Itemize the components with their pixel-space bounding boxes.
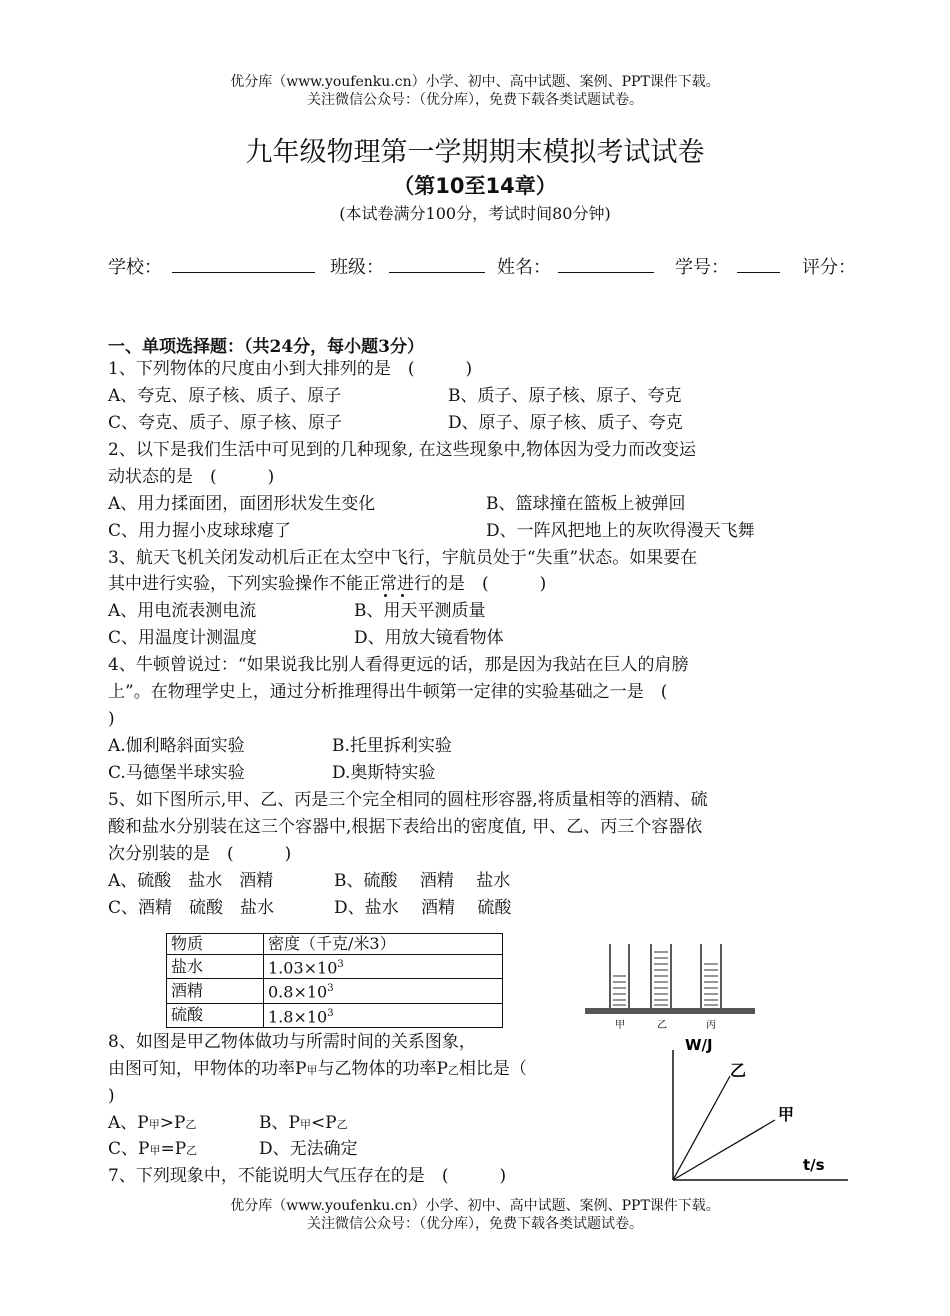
q5-option-a: A、硫酸 盐水 酒精 (108, 871, 274, 891)
q5-option-c: C、酒精 硫酸 盐水 (108, 898, 275, 918)
table-header-density: 密度（千克/米3） (264, 934, 503, 955)
option-text: <P (310, 1113, 337, 1133)
section-heading: 一、单项选择题：（共24分，每小题3分） (108, 337, 424, 357)
subscript-yi: 乙 (185, 1118, 197, 1131)
q3-option-b: B、用天平测质量 (354, 601, 486, 621)
q4-option-c: C.马德堡半球实验 (108, 763, 245, 783)
y-axis-label: W/J (685, 1036, 713, 1054)
q8-stem-line2 (108, 1056, 527, 1084)
density-exponent: 3 (337, 959, 344, 970)
q3-option-a: A、用电流表测电流 (108, 601, 257, 621)
table-surface (585, 1008, 755, 1014)
q4-option-a: A.伽利略斜面实验 (108, 736, 245, 756)
container-label-jia: 甲 (615, 1020, 625, 1030)
subscript-yi: 乙 (447, 1064, 459, 1077)
q4-option-b: B.托里拆利实验 (332, 736, 452, 756)
page-footer-line2: 关注微信公众号：（优分库），免费下载各类试题试卷。 (307, 1216, 643, 1232)
q5-stem-line1: 5、如下图所示,甲、乙、丙是三个完全相同的圆柱形容器,将质量相等的酒精、硫 (108, 790, 708, 810)
subscript-jia: 甲 (299, 1118, 311, 1131)
q1-stem: 1、下列物体的尺度由小到大排列的是 ( ) (108, 359, 473, 379)
score-label: 评分： (802, 257, 856, 278)
density-table (166, 933, 503, 1028)
container-yi (651, 944, 671, 1008)
q2-option-a: A、用力揉面团，面团形状发生变化 (108, 494, 376, 514)
option-text: B、P (259, 1113, 300, 1133)
q8-option-a (108, 1110, 196, 1138)
name-label: 姓名： (497, 257, 551, 278)
q1-option-d: D、原子、原子核、质子、夸克 (448, 413, 683, 433)
line-jia-label: 甲 (778, 1105, 795, 1124)
q2-option-b: B、篮球撞在篮板上被弹回 (486, 494, 686, 514)
name-field[interactable] (558, 252, 654, 273)
q3-stem-line1: 3、航天飞机关闭发动机后正在太空中飞行，宇航员处于“失重”状态。如果要在 (108, 548, 698, 568)
table-row (167, 934, 503, 955)
q5-stem-line3: 次分别装的是 ( ) (108, 844, 292, 864)
q1-option-b: B、质子、原子核、原子、夸克 (448, 386, 682, 406)
exam-subtitle: （第10至14章） (393, 174, 557, 198)
q3-option-d: D、用放大镜看物体 (354, 628, 504, 648)
emphasis-dot (384, 594, 387, 597)
q4-stem-line3: ) (108, 709, 115, 729)
container-jia (610, 944, 629, 1008)
option-text: A、P (108, 1113, 149, 1133)
q8-text: 相比是（ (458, 1059, 527, 1079)
class-field[interactable] (389, 252, 485, 273)
emphasis-dot (401, 594, 404, 597)
table-row (167, 979, 503, 1003)
q2-option-d: D、一阵风把地上的灰吹得漫天飞舞 (486, 521, 755, 541)
x-axis-label: t/s (803, 1156, 825, 1174)
q4-option-d: D.奥斯特实验 (332, 763, 436, 783)
density-exponent: 3 (327, 983, 334, 995)
number-field[interactable] (737, 252, 780, 273)
q7-stem: 7、下列现象中，不能说明大气压存在的是 ( ) (108, 1166, 507, 1186)
subscript-jia: 甲 (148, 1118, 160, 1131)
school-field[interactable] (172, 252, 315, 273)
q4-stem-line1: 4、牛顿曾说过：“如果说我比别人看得更远的话，那是因为我站在巨人的肩膀 (108, 655, 689, 675)
q4-stem-line2: 上”。在物理学史上，通过分析推理得出牛顿第一定律的实验基础之一是 ( (108, 682, 668, 702)
table-cell: 盐水 (167, 955, 264, 979)
table-cell: 硫酸 (167, 1003, 264, 1027)
option-text: =P (160, 1139, 187, 1159)
table-row (167, 955, 503, 979)
work-time-graph (660, 1030, 850, 1190)
table-cell (264, 979, 503, 1003)
page-header-line2: 关注微信公众号：（优分库），免费下载各类试题试卷。 (307, 92, 643, 108)
density-value: 1.8×10 (268, 1006, 328, 1026)
q5-option-b: B、硫酸 酒精 盐水 (334, 871, 511, 891)
q8-option-b (259, 1110, 348, 1138)
option-text: >P (159, 1113, 186, 1133)
density-value: 1.03×10 (268, 958, 338, 978)
q8-option-c (108, 1136, 197, 1164)
page-footer-line1: 优分库（www.youfenku.cn）小学、初中、高中试题、案例、PPT课件下载。 (230, 1198, 720, 1214)
q3-stem-line2: 其中进行实验，下列实验操作不能正常进行的是 ( ) (108, 574, 547, 594)
table-row (167, 1003, 503, 1027)
q8-stem-line1: 8、如图是甲乙物体做功与所需时间的关系图象， (108, 1032, 476, 1052)
page-header-line1: 优分库（www.youfenku.cn）小学、初中、高中试题、案例、PPT课件下载。 (230, 74, 720, 90)
q8-option-d: D、无法确定 (259, 1139, 358, 1159)
density-exponent: 3 (327, 1007, 334, 1019)
q1-option-c: C、夸克、质子、原子核、原子 (108, 413, 343, 433)
number-label: 学号： (675, 257, 729, 278)
q5-stem-line2: 酸和盐水分别装在这三个容器中,根据下表给出的密度值, 甲、乙、丙三个容器依 (108, 817, 703, 837)
table-cell: 酒精 (167, 979, 264, 1003)
line-jia (673, 1120, 775, 1180)
subscript-jia: 甲 (149, 1144, 161, 1157)
line-yi-label: 乙 (730, 1061, 747, 1080)
q1-option-a: A、夸克、原子核、质子、原子 (108, 386, 342, 406)
table-header-substance: 物质 (167, 934, 264, 955)
subscript-jia: 甲 (306, 1064, 318, 1077)
subscript-yi: 乙 (336, 1118, 348, 1131)
q8-stem-line3: ) (108, 1086, 115, 1106)
exam-title: 九年级物理第一学期期末模拟考试试卷 (245, 137, 705, 168)
containers-figure (585, 938, 755, 1030)
table-cell (264, 955, 503, 979)
q5-option-d: D、盐水 酒精 硫酸 (334, 898, 512, 918)
q8-text: 与乙物体的功率P (317, 1059, 448, 1079)
option-text: C、P (108, 1139, 150, 1159)
q3-option-c: C、用温度计测温度 (108, 628, 258, 648)
class-label: 班级： (330, 257, 384, 278)
q2-stem-line2: 动状态的是 ( ) (108, 467, 275, 487)
q2-option-c: C、用力握小皮球球瘪了 (108, 521, 292, 541)
container-bing (701, 944, 721, 1008)
exam-note: (本试卷满分100分，考试时间80分钟) (339, 204, 611, 223)
q2-stem-line1: 2、以下是我们生活中可见到的几种现象, 在这些现象中,物体因为受力而改变运 (108, 440, 697, 460)
table-cell (264, 1003, 503, 1027)
q8-text: 由图可知，甲物体的功率P (108, 1059, 307, 1079)
subscript-yi: 乙 (186, 1144, 198, 1157)
density-value: 0.8×10 (268, 982, 328, 1002)
school-label: 学校： (108, 257, 162, 278)
container-label-bing: 丙 (706, 1020, 716, 1030)
container-label-yi: 乙 (657, 1020, 667, 1030)
line-yi (673, 1076, 730, 1180)
